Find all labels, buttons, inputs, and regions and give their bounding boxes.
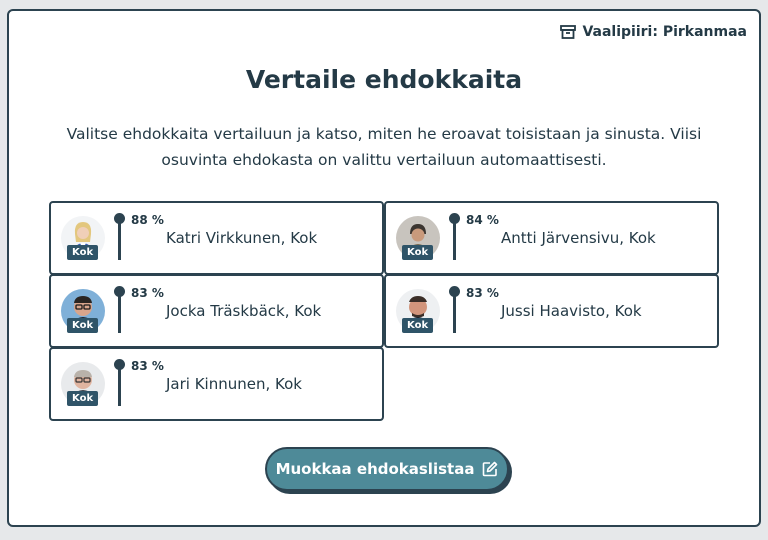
match-percentage: 83 % bbox=[131, 359, 164, 373]
candidate-card[interactable] bbox=[384, 274, 719, 348]
match-percentage: 88 % bbox=[131, 213, 164, 227]
edit-candidate-list-label: Muokkaa ehdokaslistaa bbox=[275, 460, 475, 478]
candidate-card[interactable] bbox=[49, 274, 384, 348]
candidate-card[interactable] bbox=[49, 201, 384, 275]
party-badge: Kok bbox=[67, 391, 98, 406]
match-meter bbox=[453, 216, 456, 260]
party-badge: Kok bbox=[402, 318, 433, 333]
archive-box-icon bbox=[560, 25, 576, 39]
candidate-name: Jocka Träskbäck, Kok bbox=[166, 302, 322, 320]
match-percentage: 83 % bbox=[131, 286, 164, 300]
candidate-name: Jussi Haavisto, Kok bbox=[501, 302, 642, 320]
match-meter bbox=[118, 362, 121, 406]
match-meter bbox=[118, 216, 121, 260]
edit-candidate-list-button[interactable] bbox=[265, 447, 509, 491]
match-percentage: 84 % bbox=[466, 213, 499, 227]
edit-pencil-icon bbox=[482, 461, 498, 477]
party-badge: Kok bbox=[402, 245, 433, 260]
match-meter bbox=[453, 289, 456, 333]
match-meter bbox=[118, 289, 121, 333]
compare-panel bbox=[7, 9, 761, 527]
district-label bbox=[560, 24, 747, 40]
intro-text: Valitse ehdokkaita vertailuun ja katso, miten he eroavat toisistaan ja sinusta. Viisi osuvinta ehdokasta on valittu vertailuun automaattisesti. bbox=[66, 125, 702, 169]
party-badge: Kok bbox=[67, 245, 98, 260]
candidate-name: Jari Kinnunen, Kok bbox=[166, 375, 302, 393]
party-badge: Kok bbox=[67, 318, 98, 333]
page-title: Vertaile ehdokkaita bbox=[245, 65, 523, 94]
match-percentage: 83 % bbox=[466, 286, 499, 300]
candidate-name: Antti Järvensivu, Kok bbox=[501, 229, 656, 247]
candidate-card[interactable] bbox=[384, 201, 719, 275]
candidate-card[interactable] bbox=[49, 347, 384, 421]
candidate-name: Katri Virkkunen, Kok bbox=[166, 229, 318, 247]
district-text: Vaalipiiri: Pirkanmaa bbox=[582, 24, 747, 40]
